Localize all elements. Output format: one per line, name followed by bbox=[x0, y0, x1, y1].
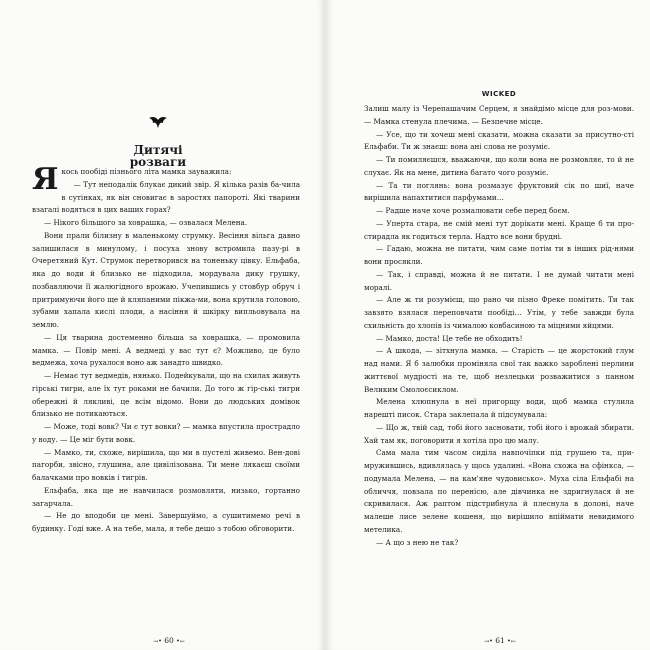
bat-silhouette-icon bbox=[147, 114, 169, 130]
arrow-ornament-left: →• bbox=[484, 638, 493, 645]
first-paragraph-text: кось пообіді пізнього літа мамка зауважила: bbox=[61, 167, 232, 176]
chapter-title-line1: Дитячі bbox=[133, 143, 183, 157]
paragraph: — Немає тут ведмедів, нянько. Подейкували, що на схилах живуть гірські тигри, але їх тут роками не бачили. До того ж гір-ські тигри обережні й лякливі, це всім відомо. Вони до людських домівок близько не потикаються. bbox=[32, 371, 300, 419]
arrow-ornament-left: →• bbox=[153, 638, 162, 645]
page-number-text: 61 bbox=[495, 636, 505, 645]
chapter-title-line2: розваги bbox=[129, 155, 187, 169]
paragraph: — Може, тоді вовк? Чи є тут вовки? — мамка впустила прострадло у воду. — Це міг бути вовк. bbox=[32, 422, 300, 444]
arrow-ornament-right: •← bbox=[176, 638, 185, 645]
paragraph: — Радше наче хоче розмалювати себе перед боєм. bbox=[376, 206, 570, 215]
paragraph: Залиш малу із Черепашачим Серцем, я знайдімо місце для роз-мови. — Мамка стенула плечима. — Безпечне місце. bbox=[364, 104, 634, 126]
paragraph: — А шкода, — зітхнула мамка. — Старість — це жорстокий глум над нами. Я б залюбки проміняла свої так важко зароблені перлини життєвої мудрості на те, щоб незлецьки розважитися з панном Великим Смолоєсиклом. bbox=[364, 346, 634, 394]
paragraph: — Ця тварина достеменно більша за ховрашка, — промовила мамка. — Повір мені. А ведмеді у вас тут є? Можливо, це було ведмежа, хоча рухалося воно аж занадто швидко. bbox=[32, 332, 300, 368]
paragraph: — Ти помиляєшся, вважаючи, що коли вона не розмовляє, то й не слухає. Як на мене, дитина багато чого розуміє. bbox=[364, 155, 634, 177]
paragraph: Ельфаба, яка ще не навчилася розмовляти, низько, гортанно загарчала. bbox=[32, 485, 300, 508]
arrow-ornament-right: •← bbox=[507, 638, 516, 645]
page-number-text: 60 bbox=[164, 636, 174, 645]
paragraph: — А що з нею не так? bbox=[376, 537, 459, 547]
paragraph: — Не до вподоби це мені. Завершуймо, а сушитимемо речі в будинку. Годі вже. А на тебе, мала, я тебе дешо з тобою обговорити. bbox=[32, 511, 300, 533]
drop-cap: Я bbox=[32, 162, 59, 197]
paragraph: — Нікого більшого за ховрашка, — озвалася Мелена. bbox=[44, 218, 248, 227]
paragraph: — Та ти поглянь: вона розмазує фруктовий сік по шиї, наче вирішила напахтитися парфумами… bbox=[364, 180, 634, 203]
chapter-title bbox=[90, 144, 226, 168]
paragraph: Мелена хлюпнула в неї пригорщу води, щоб мамка стулила нарешті писок. Стара заклепала й підсумувала: bbox=[364, 397, 634, 419]
page-number bbox=[470, 636, 530, 645]
paragraph: — Що ж, твій сад, тобі його засновати, тобі його і врожай збирати. Хай там як, поговорити я хотіла про цю малу. bbox=[364, 422, 634, 445]
paragraph: — Усе, що ти хочеш мені сказати, можна сказати за присутно-сті Ельфаби. Ти ж знаєш: вона ані слова не розуміє. bbox=[364, 129, 634, 152]
paragraph: — Уперта стара, не смій мені тут дорікати мені. Краще б ти про-стирадла як годиться терла. Надто все вони брудні. bbox=[364, 218, 634, 241]
paragraph: — Мамко, доста! Це тебе не обходить! bbox=[376, 333, 523, 343]
running-head: WICKED bbox=[481, 90, 517, 98]
right-body-text bbox=[364, 103, 634, 549]
left-page bbox=[0, 0, 324, 650]
paragraph: Вони прали білизну в маленькому струмку. Весіння вільга давно залишилася в минулому, і посуха знову встромила пазу-рі в Очеретяний Кут. Струмок перетворився на тоненьку цівку. Ельфаба, яка до води й близько не підходила, мордувала дику грушку, позбавляючи її жалюгідного врожаю. Учепившись у стовбур обруч і притримуючи його ще й кляпаними пікжа-ми, вона крутила головою, зубами хапала кислі плоди, а насіння й шкірку випльовувала на землю. bbox=[32, 230, 300, 329]
paragraph: — Мамко, ти, схоже, вирішила, що ми в пустелі живемо. Вен-дові пагорби, звісно, глушина, але цивілізована. Ти мене лякаєш своїми балачками про вовків і тигрів. bbox=[32, 447, 300, 482]
paragraph: — Гадаю, можна не питати, чим саме потім ти в інших рід-нями вони просякли. bbox=[364, 244, 634, 266]
page-number bbox=[139, 636, 199, 645]
paragraph: — Але ж ти розумієш, що рано чи пізно Фреке помітить. Ти так завзято взялася переповчати пообіді… Утім, у тебе завжди була схильність до хлопів із чималою ковбасиною та міцними яйцями. bbox=[364, 295, 634, 330]
paragraph: — Тут неподалік блукає дикий звір. Я кілька разів ба-чила в сутінках, як він сновигає в заростях папороті. Які тварини взагалі водяться в цих ваших горах? bbox=[32, 179, 300, 215]
paragraph: Сама мала тим часом сиділа навпочіпки під грушею та, при-мружившись, вдивлялась у щось удалині. «Вона схожа на сфінкса, — подумала Мелена, — на кам'яне чудовисько». Муха сіла Ельфабі на обличчя, повзала по перенісю, але дівчинка не здригнулася й не скривилася. Аж раптом підстрибнула й плеснула в долоні, наче малеше лисе зелене кошеня, що вирішило впіймати невидимого метелика. bbox=[364, 448, 634, 534]
paragraph: — Так, і справді, можна й не питати. І не думай читати мені моралі. bbox=[364, 269, 634, 292]
